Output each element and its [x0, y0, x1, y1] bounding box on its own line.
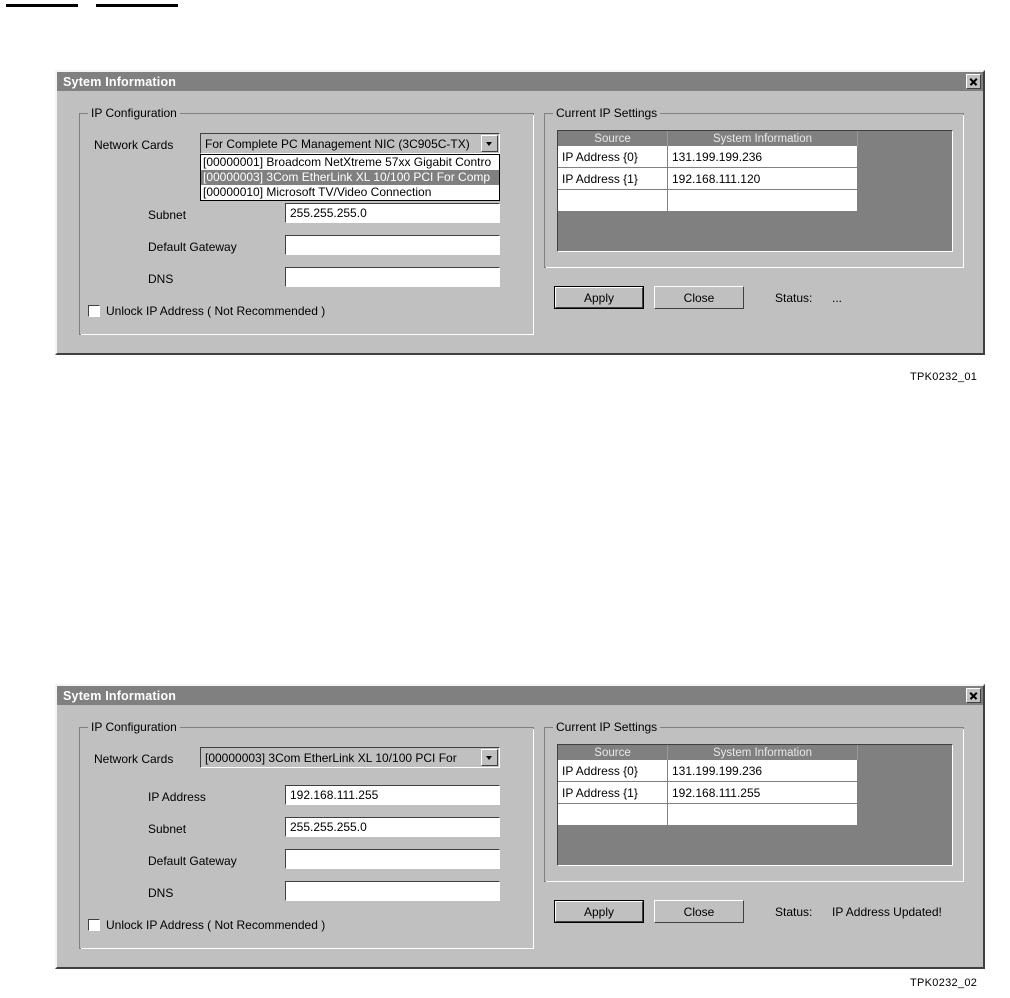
current-ip-settings-table[interactable] [557, 744, 953, 866]
window-client-area [57, 91, 983, 353]
current-ip-settings-group-label: Current IP Settings [553, 106, 660, 120]
apply-button[interactable] [554, 900, 644, 923]
network-cards-combo[interactable] [200, 133, 500, 154]
ip-configuration-group-label: IP Configuration [88, 720, 180, 734]
cell-system-information [668, 804, 858, 826]
cell-blank [858, 146, 952, 168]
status-value: ... [832, 291, 843, 305]
dropdown-option[interactable]: [00000010] Microsoft TV/Video Connection [203, 185, 432, 199]
default-gateway-label: Default Gateway [148, 240, 237, 254]
dns-label: DNS [148, 886, 174, 900]
default-gateway-label: Default Gateway [148, 854, 237, 868]
ip-address-input[interactable]: 192.168.111.255 [285, 785, 500, 805]
chevron-down-icon[interactable] [481, 749, 498, 766]
table-header-row [558, 745, 952, 760]
dropdown-option[interactable]: [00000003] 3Com EtherLink XL 10/100 PCI For Comp [201, 170, 499, 185]
table-row[interactable] [558, 782, 952, 804]
close-icon[interactable] [966, 688, 981, 703]
close-icon[interactable] [966, 74, 981, 89]
column-header-system-information: System Information [668, 745, 858, 760]
status-value: IP Address Updated! [832, 905, 942, 919]
column-header-blank [858, 745, 952, 760]
default-gateway-input[interactable] [285, 235, 500, 255]
system-information-window-2 [55, 684, 985, 969]
dns-input[interactable] [285, 881, 500, 901]
window-title: Sytem Information [63, 688, 177, 703]
cell-blank [858, 782, 952, 804]
apply-button-label: Apply [555, 287, 643, 308]
ip-address-label: IP Address [148, 790, 206, 804]
table-row[interactable] [558, 760, 952, 782]
ip-configuration-group-label: IP Configuration [88, 106, 180, 120]
dns-input[interactable] [285, 267, 500, 287]
column-header-source: Source [558, 745, 668, 760]
window-title: Sytem Information [63, 74, 177, 89]
current-ip-settings-table[interactable] [557, 130, 953, 252]
subnet-input[interactable]: 255.255.255.0 [285, 203, 500, 223]
ip-configuration-group [79, 720, 534, 949]
dns-label: DNS [148, 272, 174, 286]
cell-source: IP Address {1} [558, 168, 668, 190]
subnet-input[interactable]: 255.255.255.0 [285, 817, 500, 837]
cell-blank [858, 760, 952, 782]
table-header-row [558, 131, 952, 146]
cell-source [558, 804, 668, 826]
window-client-area [57, 705, 983, 967]
cell-blank [858, 190, 952, 212]
figure-caption-1: TPK0232_01 [910, 371, 978, 383]
cell-system-information: 131.199.199.236 [668, 760, 858, 782]
titlebar [57, 72, 983, 91]
cell-system-information [668, 190, 858, 212]
network-cards-combo-value: [00000003] 3Com EtherLink XL 10/100 PCI For [205, 750, 457, 765]
chevron-down-icon[interactable] [481, 135, 498, 152]
ip-configuration-group [79, 106, 534, 335]
subnet-label: Subnet [148, 208, 187, 222]
apply-button[interactable] [554, 286, 644, 309]
current-ip-settings-group [544, 106, 964, 268]
cell-blank [858, 168, 952, 190]
status-label: Status: [775, 905, 813, 919]
column-header-system-information: System Information [668, 131, 858, 146]
cell-source [558, 190, 668, 212]
cell-system-information: 192.168.111.120 [668, 168, 858, 190]
unlock-ip-address-checkbox-row[interactable] [88, 304, 325, 318]
close-button[interactable]: Close [654, 900, 744, 923]
cell-source: IP Address {0} [558, 146, 668, 168]
current-ip-settings-group [544, 720, 964, 882]
cell-source: IP Address {1} [558, 782, 668, 804]
unlock-ip-address-label: Unlock IP Address ( Not Recommended ) [106, 918, 326, 932]
network-cards-label: Network Cards [94, 752, 174, 766]
unlock-ip-address-checkbox[interactable] [88, 305, 100, 317]
column-header-source: Source [558, 131, 668, 146]
default-gateway-input[interactable] [285, 849, 500, 869]
unlock-ip-address-checkbox[interactable] [88, 919, 100, 931]
system-information-window-1 [55, 70, 985, 355]
table-row[interactable] [558, 804, 952, 826]
subnet-label: Subnet [148, 822, 187, 836]
current-ip-settings-group-label: Current IP Settings [553, 720, 660, 734]
network-cards-dropdown-list[interactable] [200, 154, 500, 201]
cell-system-information: 131.199.199.236 [668, 146, 858, 168]
unlock-ip-address-label: Unlock IP Address ( Not Recommended ) [106, 304, 326, 318]
figure-caption-2: TPK0232_02 [910, 977, 978, 989]
annotation-mark-right [96, 4, 178, 7]
annotation-mark-left [6, 4, 78, 7]
cell-blank [858, 804, 952, 826]
cell-system-information: 192.168.111.255 [668, 782, 858, 804]
cell-source: IP Address {0} [558, 760, 668, 782]
column-header-blank [858, 131, 952, 146]
status-label: Status: [775, 291, 813, 305]
table-row[interactable] [558, 190, 952, 212]
titlebar [57, 686, 983, 705]
network-cards-combo[interactable] [200, 747, 500, 768]
dropdown-option[interactable]: [00000001] Broadcom NetXtreme 57xx Gigabit Contro [203, 155, 492, 169]
network-cards-combo-value: For Complete PC Management NIC (3C905C-TX) [205, 136, 470, 151]
network-cards-label: Network Cards [94, 138, 174, 152]
table-row[interactable] [558, 168, 952, 190]
close-button[interactable]: Close [654, 286, 744, 309]
apply-button-label: Apply [555, 901, 643, 922]
unlock-ip-address-checkbox-row[interactable] [88, 918, 325, 932]
table-row[interactable] [558, 146, 952, 168]
